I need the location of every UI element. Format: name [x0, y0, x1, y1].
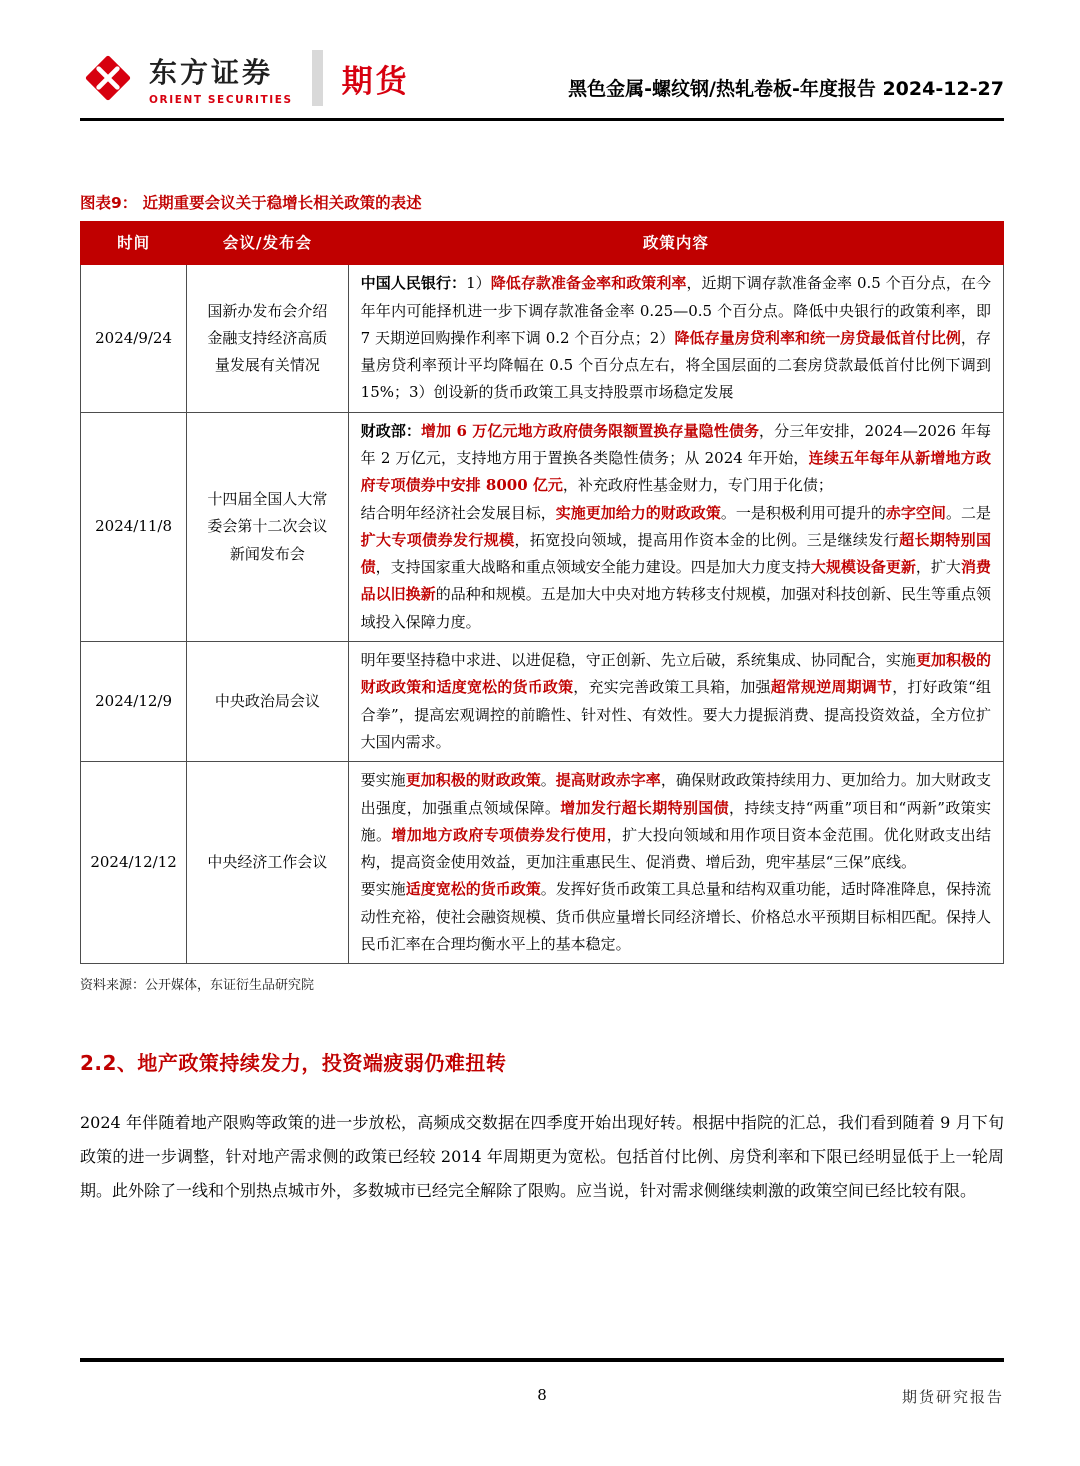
row-meeting: 国新办发布会介绍金融支持经济高质量发展有关情况	[187, 265, 349, 412]
footer-rule	[80, 1358, 1004, 1362]
page-footer	[80, 1358, 1004, 1412]
brand-text	[149, 51, 293, 106]
table-row	[81, 265, 1004, 412]
brand-logo	[80, 50, 410, 106]
table-row	[81, 642, 1004, 762]
policy-table-body	[81, 265, 1004, 964]
figure-caption: 图表9： 近期重要会议关于稳增长相关政策的表述	[80, 194, 422, 212]
body-paragraph: 2024 年伴随着地产限购等政策的进一步放松，高频成交数据在四季度开始出现好转。根据中指院的汇总，我们看到随着 9 月下旬政策的进一步调整，针对地产需求侧的政策已经较 2014 年周期更为宽松。包括首付比例、房贷利率和下限已经明显低于上一轮周期。此外除了一线和个别热点城市外，多数城市已经完全解除了限购。应当说，针对需求侧继续刺激的政策空间已经比较有限。	[80, 1113, 1004, 1200]
column-header: 会议/发布会	[187, 222, 349, 265]
row-meeting: 中央经济工作会议	[187, 762, 349, 964]
brand-tag-futures: 期货	[341, 63, 410, 100]
policy-table	[80, 221, 1004, 964]
source-note: 资料来源：公开媒体，东证衍生品研究院	[80, 978, 315, 994]
row-meeting: 中央政治局会议	[187, 642, 349, 762]
content-paragraph: 要实施适度宽松的货币政策。发挥好货币政策工具总量和结构双重功能，适时降准降息，保持流动性充裕，使社会融资规模、货币供应量增长同经济增长、价格总水平预期目标相匹配。保持人民币汇率在合理均衡水平上的基本稳定。	[360, 880, 991, 954]
table-row	[81, 412, 1004, 641]
row-content	[348, 412, 1003, 641]
table-header-row	[81, 222, 1004, 265]
table-row	[81, 762, 1004, 964]
page-header	[80, 50, 1004, 106]
column-header: 政策内容	[348, 222, 1003, 265]
brand-divider	[312, 50, 323, 106]
column-header: 时间	[81, 222, 187, 265]
footer-row	[80, 1386, 1004, 1412]
report-body	[80, 121, 1004, 1358]
doc-title: 黑色金属-螺纹钢/热轧卷板-年度报告 2024-12-27	[568, 78, 1004, 100]
brand-name-en: ORIENT SECURITIES	[149, 93, 293, 106]
row-meeting: 十四届全国人大常委会第十二次会议新闻发布会	[187, 412, 349, 641]
section-heading: 2.2、地产政策持续发力，投资端疲弱仍难扭转	[80, 1051, 507, 1076]
row-date: 2024/12/12	[81, 762, 187, 964]
content-paragraph: 财政部：增加 6 万亿元地方政府债务限额置换存量隐性债务，分三年安排，2024—2026 年每年 2 万亿元，支持地方用于置换各类隐性债务；从 2024 年开始，连续五年每年从新增地方政府专项债券中安排 8000 亿元，补充政府性基金财力，专门用于化债；	[360, 421, 991, 495]
content-paragraph: 中国人民银行：1）降低存款准备金率和政策利率，近期下调存款准备金率 0.5 个百分点，在今年年内可能择机进一步下调存款准备金率 0.25—0.5 个百分点。降低中央银行的政策利率，即 7 天期逆回购操作利率下调 0.2 个百分点；2）降低存量房贷利率和统一房贷最低首付比例，存量房贷利率预计平均降幅在 0.5 个百分点左右，将全国层面的二套房贷款最低首付比例下调到 15%；3）创设新的货币政策工具支持股票市场稳定发展	[360, 274, 991, 402]
row-content	[348, 642, 1003, 762]
row-content	[348, 762, 1003, 964]
content-paragraph: 结合明年经济社会发展目标，实施更加给力的财政政策。一是积极利用可提升的赤字空间。二是扩大专项债券发行规模，拓宽投向领域，提高用作资本金的比例。三是继续发行超长期特别国债，支持国家重大战略和重点领域安全能力建设。四是加大力度支持大规模设备更新，扩大消费品以旧换新的品种和规模。五是加大中央对地方转移支付规模，加强对科技创新、民生等重点领域投入保障力度。	[360, 503, 991, 631]
row-date: 2024/12/9	[81, 642, 187, 762]
content-paragraph: 明年要坚持稳中求进、以进促稳，守正创新、先立后破，系统集成、协同配合，实施更加积极的财政政策和适度宽松的货币政策，充实完善政策工具箱，加强超常规逆周期调节，打好政策“组合拳”，提高宏观调控的前瞻性、针对性、有效性。要大力提振消费、提高投资效益，全方位扩大国内需求。	[360, 651, 991, 751]
page-number: 8	[537, 1386, 547, 1404]
orient-securities-logo-icon	[80, 50, 136, 106]
brand-name-cn: 东方证券	[149, 55, 274, 89]
row-content	[348, 265, 1003, 412]
row-date: 2024/9/24	[81, 265, 187, 412]
content-paragraph: 要实施更加积极的财政政策。提高财政赤字率，确保财政政策持续用力、更加给力。加大财政支出强度，加强重点领域保障。增加发行超长期特别国债，持续支持“两重”项目和“两新”政策实施。增加地方政府专项债券发行使用，扩大投向领域和用作项目资本金范围。优化财政支出结构，提高资金使用效益，更加注重惠民生、促消费、增后劲，兜牢基层“三保”底线。	[360, 771, 991, 872]
row-date: 2024/11/8	[81, 412, 187, 641]
footer-label: 期货研究报告	[901, 1388, 1004, 1406]
